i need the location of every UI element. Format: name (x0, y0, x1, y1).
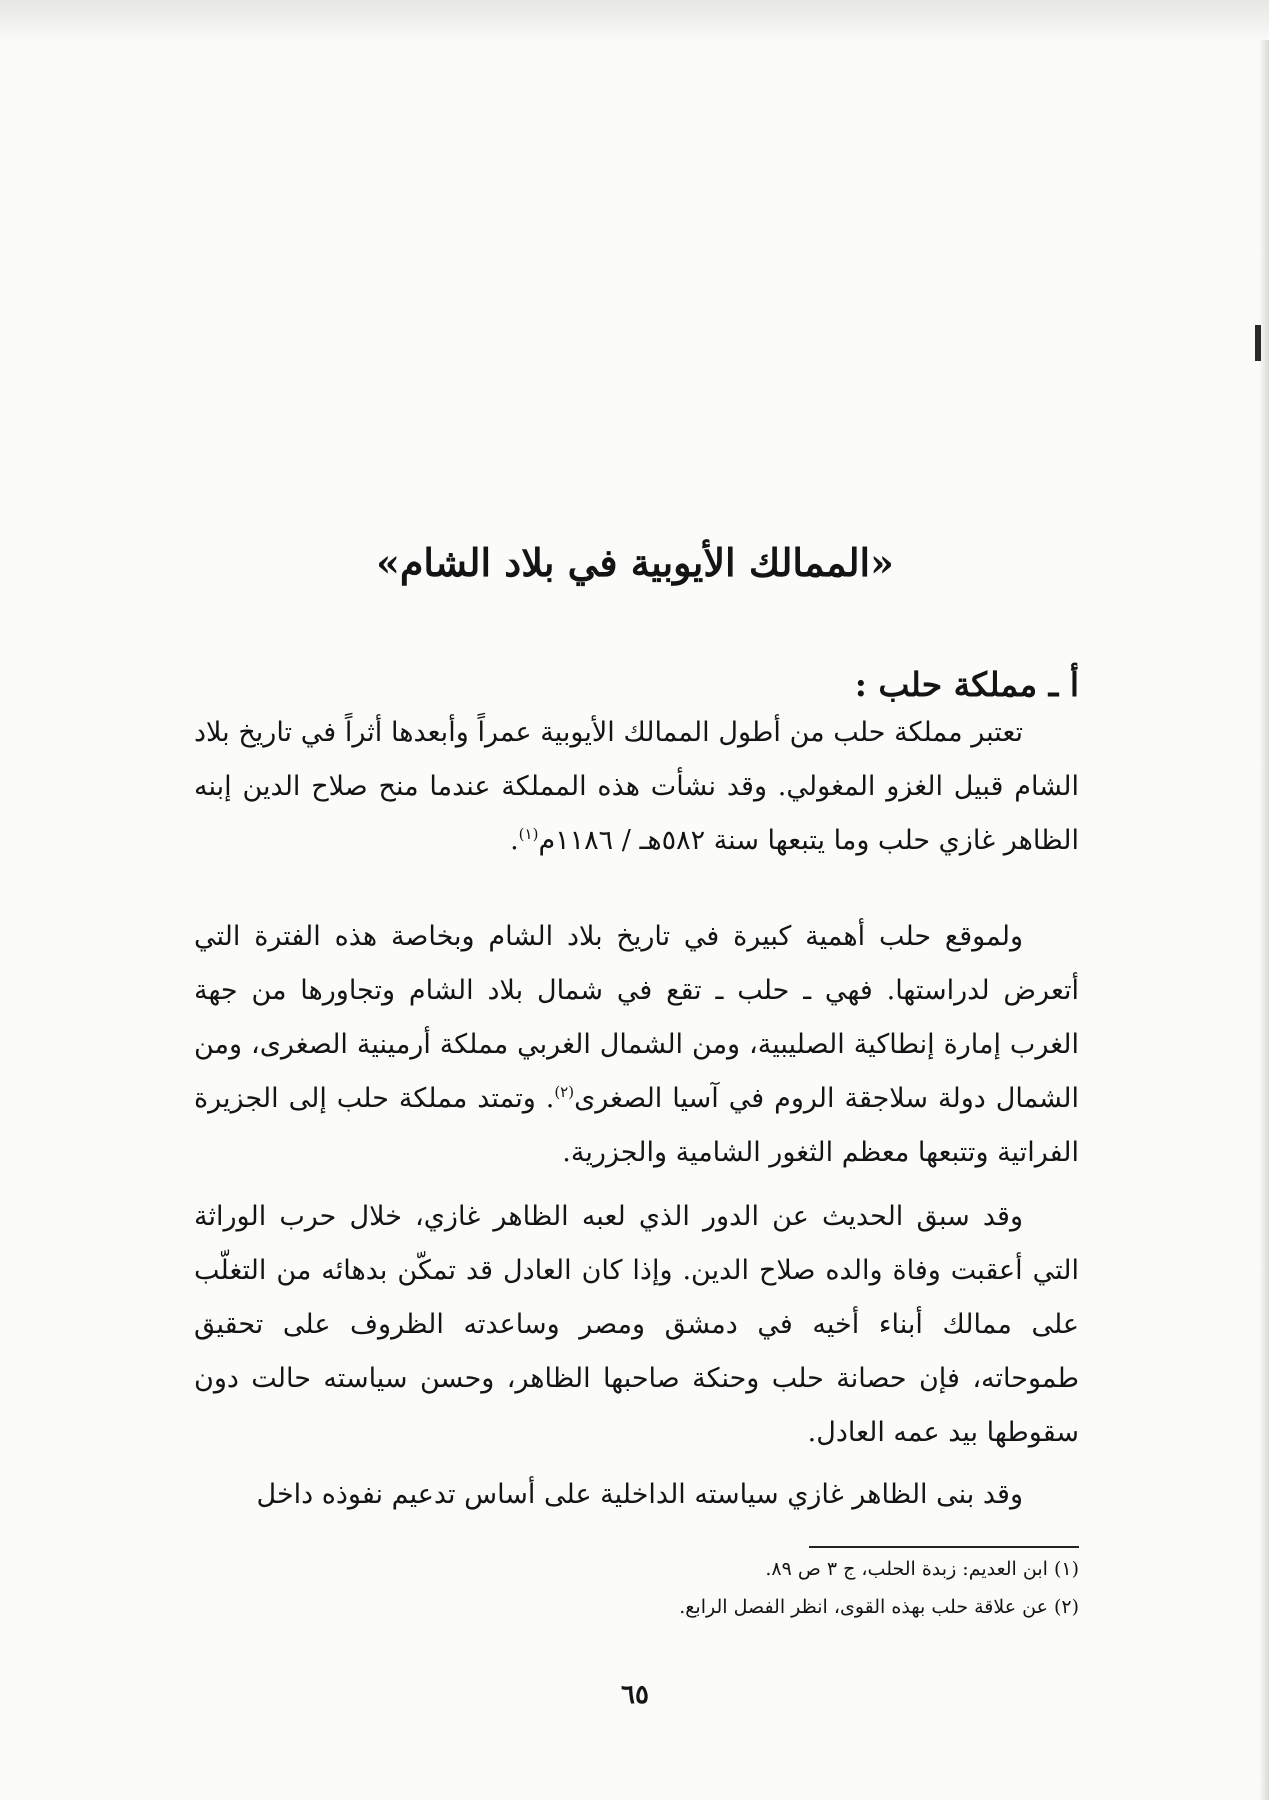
footnote-ref-1: (١) (518, 825, 539, 843)
paragraph-4 (194, 1468, 1079, 1522)
footnote-1: (١) ابن العديم: زبدة الحلب، ج ٣ ص ٨٩. (765, 1558, 1079, 1580)
paragraph-text: وقد سبق الحديث عن الدور الذي لعبه الظاهر غازي، خلال حرب الوراثة التي أعقبت وفاة والده صلاح الدين. وإذا كان العادل قد تمكّن بدهائه من التغلّب على ممالك أبناء أخيه في دمشق ومصر وساعدته الظروف على تحقيق طموحاته، فإن حصانة حلب وحنكة صاحبها الظاهر، وحسن سياسته حالت دون سقوطها بيد عمه العادل. (194, 1201, 1079, 1448)
paragraph-1 (194, 706, 1079, 868)
paragraph-text: تعتبر مملكة حلب من أطول الممالك الأيوبية عمراً وأبعدها أثراً في تاريخ بلاد الشام قبيل الغزو المغولي. وقد نشأت هذه المملكة عندما منح صلاح الدين إبنه الظاهر غازي حلب وما يتبعها سنة ٥٨٢هـ / ١١٨٦م (194, 717, 1079, 856)
paragraph-text: ولموقع حلب أهمية كبيرة في تاريخ بلاد الشام وبخاصة هذه الفترة التي أتعرض لدراستها. فهي ـ حلب ـ تقع في شمال بلاد الشام وتجاورها من جهة الغرب إمارة إنطاكية الصليبية، ومن الشمال الغربي مملكة أرمينية الصغرى، ومن الشمال دولة سلاجقة الروم في آسيا الصغرى (194, 921, 1079, 1114)
footnote-ref-2: (٢) (554, 1083, 575, 1101)
paragraph-tail: . وتمتد مملكة حلب إلى الجزيرة الفراتية وتتبعها معظم الثغور الشامية والجزرية. (194, 1083, 1079, 1168)
footnote-divider (809, 1546, 1079, 1548)
paragraph-2 (194, 910, 1079, 1180)
paragraph-tail: . (510, 825, 519, 856)
scan-top-shadow (0, 0, 1269, 44)
paragraph-text: وقد بنى الظاهر غازي سياسته الداخلية على أساس تدعيم نفوذه داخل (256, 1479, 1023, 1510)
section-heading: أ ـ مملكة حلب : (854, 665, 1079, 704)
scan-edge-mark (1255, 325, 1261, 361)
page-binding-edge (1259, 40, 1269, 1800)
paragraph-3 (194, 1190, 1079, 1460)
page-title: «الممالك الأيوبية في بلاد الشام» (376, 540, 894, 585)
footnote-2: (٢) عن علاقة حلب بهذه القوى، انظر الفصل الرابع. (679, 1596, 1079, 1618)
page-number: ٦٥ (621, 1680, 649, 1710)
